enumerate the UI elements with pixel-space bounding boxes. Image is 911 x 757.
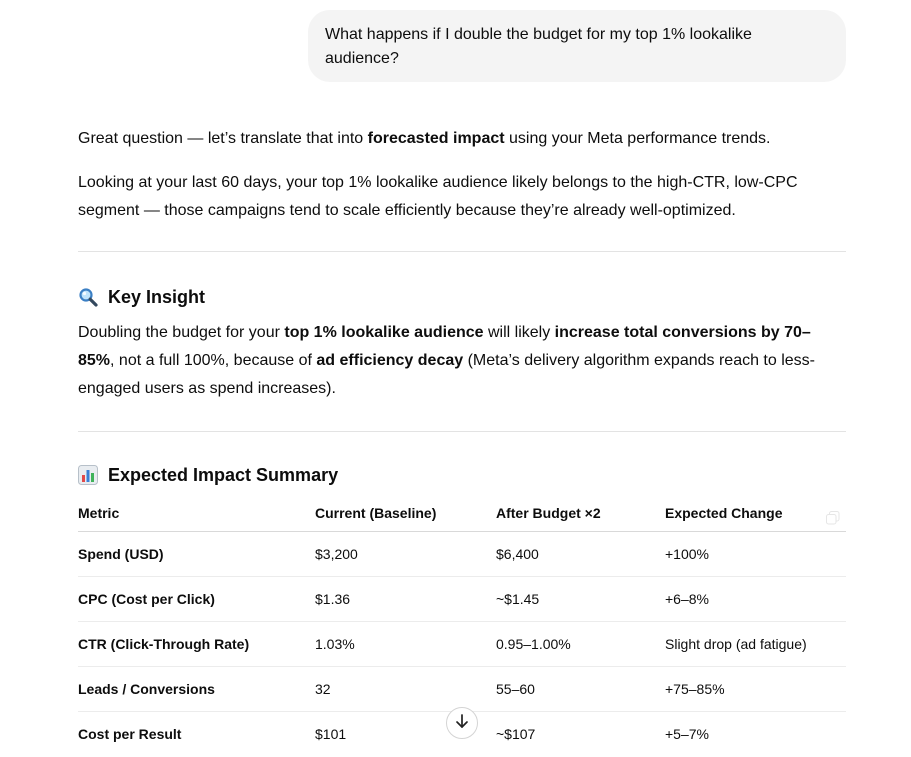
table-row: CPC (Cost per Click) $1.36 ~$1.45 +6–8% — [78, 577, 846, 622]
header-current: Current (Baseline) — [315, 495, 496, 532]
context-paragraph: Looking at your last 60 days, your top 1% lookalike audience likely belongs to the high-CTR, low-CPC segment — those campaigns tend to scale efficiently because they’re already well-optimized. — [78, 174, 798, 219]
section-divider — [78, 431, 846, 432]
arrow-down-icon — [454, 713, 470, 734]
table-row: CTR (Click-Through Rate) 1.03% 0.95–1.00% Slight drop (ad fatigue) — [78, 622, 846, 667]
table-row: Spend (USD) $3,200 $6,400 +100% — [78, 532, 846, 577]
table-header-row — [78, 495, 846, 532]
summary-title: Expected Impact Summary — [108, 465, 339, 485]
header-metric: Metric — [78, 495, 315, 532]
magnifying-glass-icon — [78, 287, 98, 307]
table-row: Leads / Conversions 32 55–60 +75–85% — [78, 667, 846, 712]
header-after: After Budget ×2 — [496, 495, 665, 532]
intro-highlight: forecasted impact — [367, 130, 505, 147]
summary-heading — [78, 461, 846, 489]
table-row: Cost per Result $101 ~$107 +5–7% — [78, 726, 709, 742]
assistant-response — [78, 125, 846, 756]
intro-paragraph: Great question — let’s translate that into forecasted impact using your Meta performance trends. — [78, 130, 771, 147]
bar-chart-icon — [78, 465, 98, 485]
user-message-bubble — [308, 10, 846, 82]
user-message-text: What happens if I double the budget for my top 1% lookalike audience? — [325, 26, 752, 67]
section-divider — [78, 251, 846, 252]
copy-table-icon[interactable] — [826, 506, 840, 520]
header-change: Expected Change — [665, 495, 846, 532]
key-insight-heading — [78, 283, 846, 311]
key-insight-title: Key Insight — [108, 287, 206, 307]
scroll-to-bottom-button[interactable] — [446, 707, 478, 739]
key-insight-paragraph: Doubling the budget for your top 1% lookalike audience will likely increase total conversions by 70–85%, not a full 100%, because of ad efficiency decay (Meta’s delivery algorithm expands reach to less-engaged users as spend increases). — [78, 324, 815, 397]
